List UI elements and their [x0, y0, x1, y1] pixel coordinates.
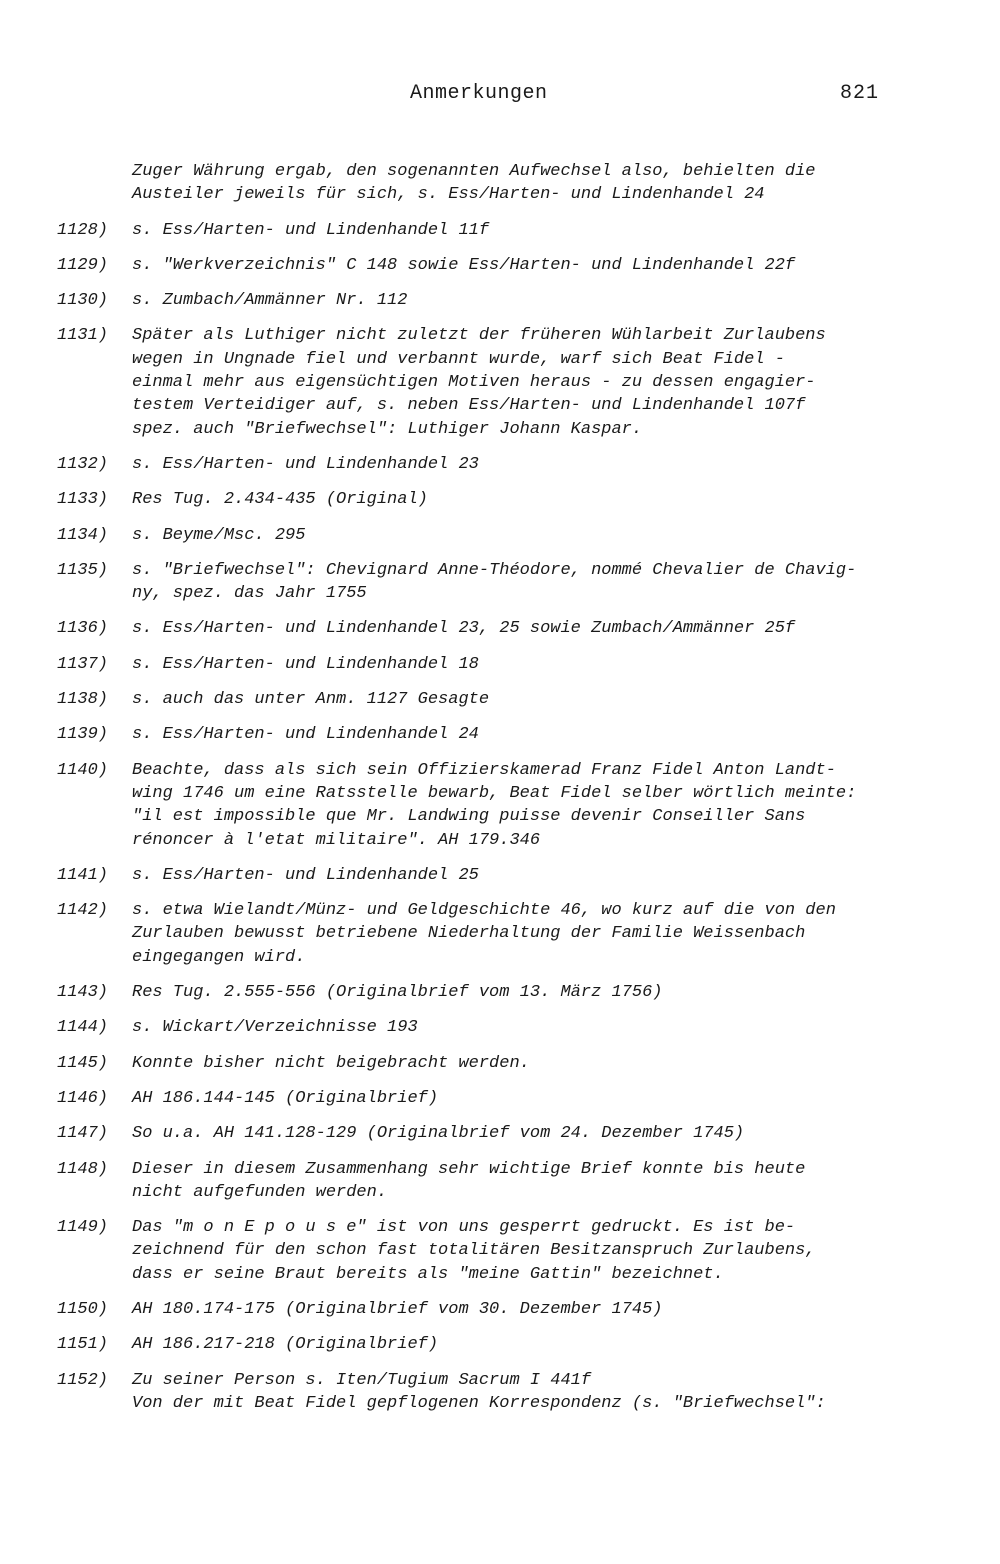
footnote-number: 1146) [57, 1088, 109, 1108]
footnote-text: AH 186.217-218 (Originalbrief) [132, 1335, 439, 1355]
footnote-number: 1147) [57, 1124, 109, 1144]
footnote-1136 [0, 617, 1000, 640]
footnote-1141 [0, 864, 1000, 887]
page-header [0, 82, 1000, 112]
footnote-number: 1152) [57, 1370, 109, 1390]
footnote-1142 [0, 899, 1000, 969]
footnote-1143 [0, 981, 1000, 1004]
footnote-text: s. Ess/Harten- und Lindenhandel 25 [132, 865, 479, 885]
footnote-text: AH 186.144-145 (Originalbrief) [132, 1088, 439, 1108]
footnote-text: s. Ess/Harten- und Lindenhandel 23, 25 sowie Zumbach/Ammänner 25f [132, 619, 796, 639]
footnote-1133 [0, 488, 1000, 511]
footnote-text: Beachte, dass als sich sein Offizierskamerad Franz Fidel Anton Landt- wing 1746 um eine Ratsstelle bewarb, Beat Fidel selber wörtlich meinte: "il est impossible que Mr. Landwing puisse devenir Conseiller Sans rénoncer à l'etat militaire". AH 179.346 [132, 760, 857, 850]
footnote-number: 1129) [57, 255, 109, 275]
footnote-number: 1142) [57, 901, 109, 921]
footnote-text: s. auch das unter Anm. 1127 Gesagte [132, 690, 490, 710]
footnote-1130 [0, 289, 1000, 312]
footnote-number: 1133) [57, 490, 109, 510]
footnote-text: s. Wickart/Verzeichnisse 193 [132, 1018, 418, 1038]
footnote-number: 1148) [57, 1159, 109, 1179]
footnote-text: Das "m o n E p o u s e" ist von uns gesperrt gedruckt. Es ist be- zeichnend für den schon fast totalitären Besitzanspruch Zurlaubens, dass er seine Braut bereits als "meine Gattin" bezeichnet. [132, 1218, 816, 1284]
footnote-text: Res Tug. 2.555-556 (Originalbrief vom 13. März 1756) [132, 983, 663, 1003]
footnote-text: s. Ess/Harten- und Lindenhandel 18 [132, 654, 479, 674]
footnote-number: 1132) [57, 454, 109, 474]
footnote-text: s. "Briefwechsel": Chevignard Anne-Théodore, nommé Chevalier de Chavig- ny, spez. das Jahr 1755 [132, 560, 857, 604]
footnote-1132 [0, 453, 1000, 476]
footnote-1138 [0, 688, 1000, 711]
footnote-number: 1130) [57, 291, 109, 311]
running-title: Anmerkungen [410, 82, 548, 105]
footnote-1151 [0, 1333, 1000, 1356]
footnote-1135 [0, 559, 1000, 606]
footnote-text: Konnte bisher nicht beigebracht werden. [132, 1053, 530, 1073]
footnote-text: Dieser in diesem Zusammenhang sehr wichtige Brief konnte bis heute nicht aufgefunden werden. [132, 1159, 806, 1202]
footnote-1147 [0, 1122, 1000, 1145]
footnote-text: s. "Werkverzeichnis" C 148 sowie Ess/Harten- und Lindenhandel 22f [132, 255, 796, 275]
footnote-text: s. etwa Wielandt/Münz- und Geldgeschichte 46, wo kurz auf die von den Zurlauben bewusst betriebene Niederhaltung der Familie Weissenbach eingegangen wird. [132, 901, 836, 967]
footnote-number: 1150) [57, 1299, 109, 1319]
footnote-1145 [0, 1052, 1000, 1075]
footnote-1139 [0, 723, 1000, 746]
footnote-number: 1131) [57, 326, 109, 346]
footnote-continuation [0, 160, 1000, 207]
footnote-number: 1136) [57, 619, 109, 639]
footnote-text: s. Ess/Harten- und Lindenhandel 23 [132, 454, 479, 474]
footnote-text: Zu seiner Person s. Iten/Tugium Sacrum I 441f Von der mit Beat Fidel gepflogenen Korrespondenz (s. "Briefwechsel": [132, 1370, 826, 1413]
footnote-number: 1128) [57, 220, 109, 240]
footnote-text: s. Zumbach/Ammänner Nr. 112 [132, 291, 408, 311]
footnote-number: 1138) [57, 690, 109, 710]
footnote-number: 1139) [57, 725, 109, 745]
footnote-number: 1145) [57, 1053, 109, 1073]
footnote-1146 [0, 1087, 1000, 1110]
footnote-text: So u.a. AH 141.128-129 (Originalbrief vom 24. Dezember 1745) [132, 1124, 745, 1144]
footnote-1128 [0, 219, 1000, 242]
footnote-number: 1149) [57, 1218, 109, 1238]
footnote-number: 1134) [57, 525, 109, 545]
footnote-1140 [0, 759, 1000, 852]
footnote-text: Später als Luthiger nicht zuletzt der früheren Wühlarbeit Zurlaubens wegen in Ungnade fiel und verbannt wurde, warf sich Beat Fidel - einmal mehr aus eigensüchtigen Motiven heraus - zu dessen engagier- testem Verteidiger auf, s. neben Ess/Harten- und Lindenhandel 107f spez. auch "Briefwechsel": Luthiger Johann Kaspar. [132, 326, 826, 439]
footnote-1137 [0, 653, 1000, 676]
footnote-text: s. Ess/Harten- und Lindenhandel 11f [132, 220, 490, 240]
footnote-1148 [0, 1158, 1000, 1205]
footnote-1134 [0, 524, 1000, 547]
footnote-number: 1143) [57, 983, 109, 1003]
footnote-1144 [0, 1016, 1000, 1039]
footnotes-list [0, 160, 1000, 1427]
footnote-text: s. Ess/Harten- und Lindenhandel 24 [132, 725, 479, 745]
footnote-number: 1135) [57, 560, 109, 580]
footnote-1152 [0, 1369, 1000, 1416]
footnote-1150 [0, 1298, 1000, 1321]
footnote-text: Res Tug. 2.434-435 (Original) [132, 490, 428, 510]
footnote-text: AH 180.174-175 (Originalbrief vom 30. Dezember 1745) [132, 1299, 663, 1319]
footnote-number: 1140) [57, 760, 109, 780]
footnote-text: s. Beyme/Msc. 295 [132, 525, 306, 545]
footnote-text: Zuger Währung ergab, den sogenannten Aufwechsel also, behielten die Austeiler jeweils für sich, s. Ess/Harten- und Lindenhandel 24 [132, 162, 816, 205]
page-number: 821 [840, 82, 880, 105]
footnote-number: 1137) [57, 654, 109, 674]
footnote-number: 1141) [57, 865, 109, 885]
footnote-number: 1144) [57, 1018, 109, 1038]
footnote-1149 [0, 1216, 1000, 1286]
footnote-1131 [0, 324, 1000, 440]
footnote-1129 [0, 254, 1000, 277]
footnote-number: 1151) [57, 1335, 109, 1355]
